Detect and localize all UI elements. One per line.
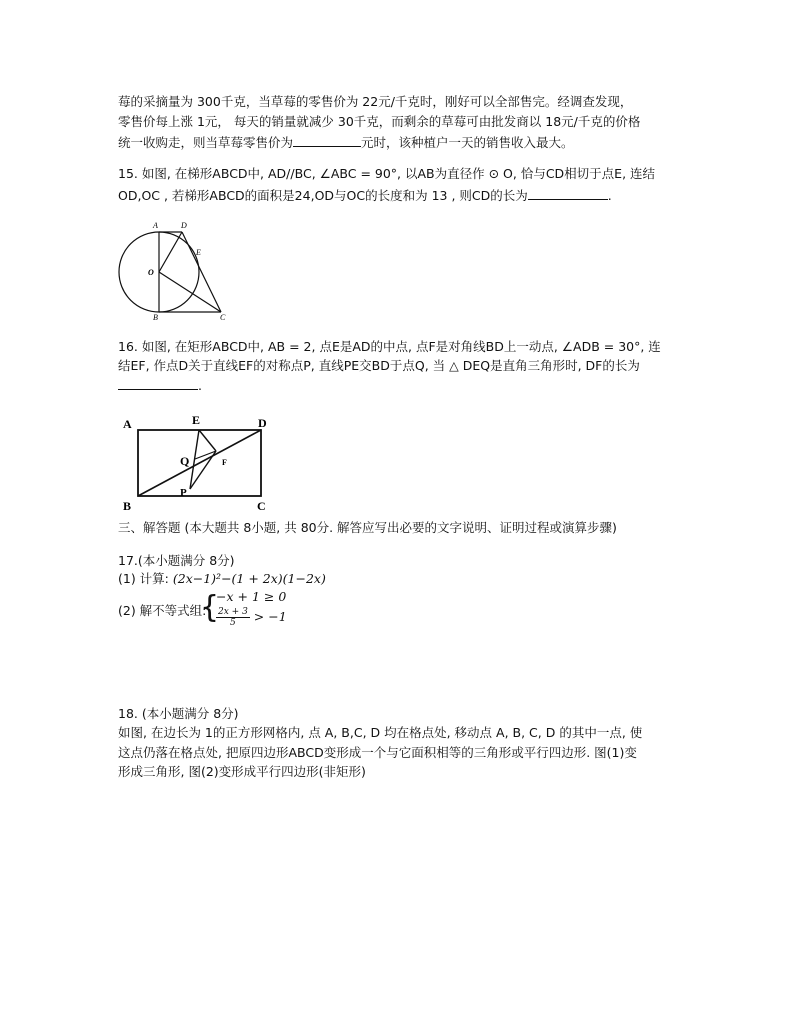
label-p: P: [180, 487, 187, 499]
text-segment: OD,OC , 若梯形ABCD的面积是24,OD与OC的长度和为 13 , 则CD的长为: [118, 188, 528, 203]
segment-ef: [199, 430, 216, 451]
question-16-text: 16. 如图, 在矩形ABCD中, AB = 2, 点E是AD的中点, 点F是对角线BD上一动点, ∠ADB = 30°, 连: [118, 339, 661, 354]
segment-pe: [190, 430, 199, 489]
segment-od: [159, 232, 182, 272]
answer-blank: [293, 134, 361, 147]
inequality-2: [216, 607, 287, 628]
inequality-tail: > −1: [249, 609, 287, 624]
inequality-1: −x + 1 ≥ 0: [216, 589, 287, 604]
brace-symbol: {: [200, 590, 220, 625]
label-q: Q: [180, 454, 190, 468]
question-15-text: [118, 187, 612, 204]
question-18-title: 18. (本小题满分 8分): [118, 706, 239, 721]
question-18-text: 这点仍落在格点处, 把原四边形ABCD变形成一个与它面积相等的三角形或平行四边形. 图(1)变: [118, 745, 637, 760]
part-label: (2) 解不等式组:: [118, 603, 207, 618]
label-d: D: [258, 416, 267, 430]
label-d: D: [181, 221, 187, 230]
question-17-title: 17.(本小题满分 8分): [118, 553, 235, 568]
section-heading: 三、解答题 (本大题共 8小题, 共 80分. 解答应写出必要的文字说明、证明过程或演算步骤): [118, 520, 617, 535]
question-17-part1: [118, 571, 326, 587]
label-e: E: [196, 248, 201, 257]
text-line: [118, 134, 574, 151]
label-c: C: [220, 313, 226, 322]
math-expression: (2x−1)²−(1 + 2x)(1−2x): [172, 571, 326, 586]
diagonal-bd: [138, 430, 261, 496]
text-segment: .: [607, 188, 612, 203]
label-c: C: [257, 499, 266, 513]
question-16-text: 结EF, 作点D关于直线EF的对称点P, 直线PE交BD于点Q, 当 △ DEQ是直角三角形时, DF的长为: [118, 358, 640, 373]
question-15-figure: [116, 216, 236, 322]
segment-pf: [190, 451, 216, 489]
fraction: [216, 607, 250, 628]
label-f: F: [222, 458, 227, 467]
label-b: B: [153, 313, 158, 322]
part-label: (1) 计算:: [118, 571, 173, 586]
text-segment: 统一收购走，则当草莓零售价为: [118, 135, 294, 150]
text-line: 零售价每上涨 1元， 每天的销量就减少 30千克，而剩余的草莓可由批发商以 18元/千克的价格: [118, 114, 641, 129]
answer-blank: [528, 187, 608, 200]
text-segment: 元时，该种植户一天的销售收入最大。: [361, 135, 574, 150]
label-a: A: [153, 221, 158, 230]
label-e: E: [192, 413, 201, 427]
label-o: O: [148, 268, 154, 277]
label-b: B: [123, 499, 132, 513]
fraction-denominator: 5: [230, 618, 236, 628]
label-a: A: [123, 417, 132, 431]
text-segment: .: [198, 378, 202, 393]
question-18-text: 形成三角形, 图(2)变形成平行四边形(非矩形): [118, 764, 366, 779]
question-16-figure: [118, 408, 278, 514]
question-16-text: [118, 377, 202, 394]
text-line: 莓的采摘量为 300千克，当草莓的零售价为 22元/千克时，刚好可以全部售完。经调查发现，: [118, 94, 633, 109]
question-18-text: 如图, 在边长为 1的正方形网格内, 点 A, B,C, D 均在格点处, 移动点 A, B, C, D 的其中一点, 使: [118, 725, 643, 740]
answer-blank: [118, 377, 198, 390]
fraction-numerator: 2x + 3: [218, 607, 248, 617]
question-15-text: 15. 如图, 在梯形ABCD中, AD//BC, ∠ABC = 90°, 以AB为直径作 ⊙ O, 恰与CD相切于点E, 连结: [118, 166, 656, 181]
